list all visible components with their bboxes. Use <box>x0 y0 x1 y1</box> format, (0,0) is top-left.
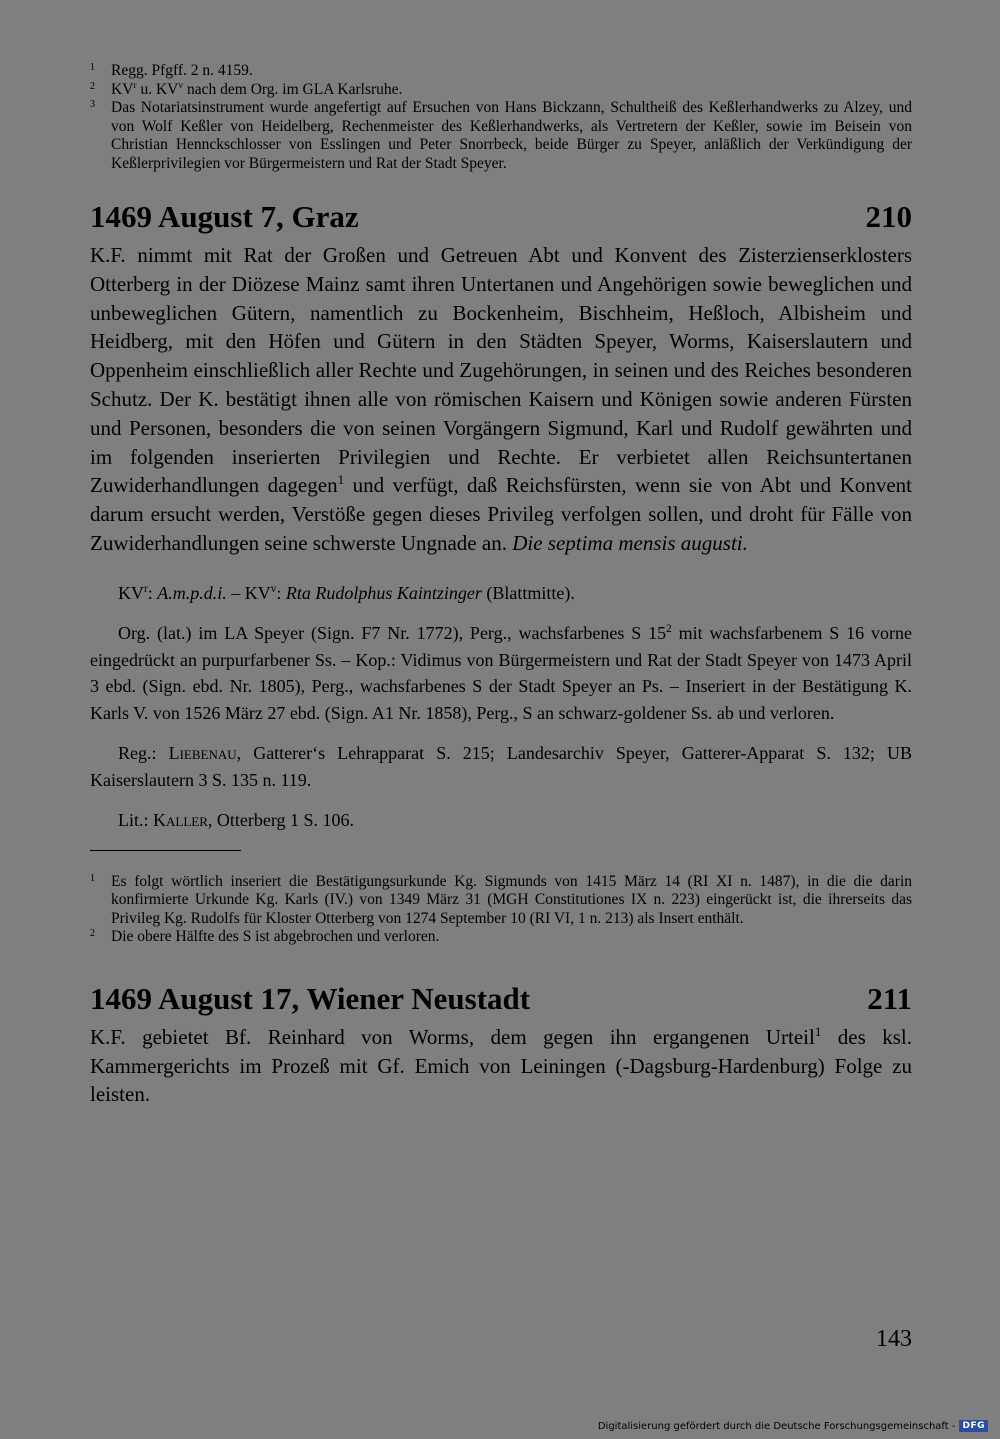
footnote-number: 1 <box>90 62 95 73</box>
footnote-number: 2 <box>90 80 95 92</box>
footnote-number: 2 <box>90 928 95 940</box>
footnote-text: Das Notariatsinstrument wurde angefertigt auf Ersuchen von Hans Bickzann, Schultheiß des Keßlerhandwerks zu Alzey, und von Wolf Keßler von Heidelberg, Rechenmeister des Keßlerhandwerks, als Vertretern der Keßler, sowie im Beisein von Christian Hennckschlosser von Esslingen und Peter Snorrbeck, beide Bürger zu Speyer, anläßlich der Verkündigung der Keßlerprivilegien vor Bürgermeistern und Rat der Stadt Speyer. <box>111 99 912 172</box>
entry-210-kv: $KV^r$: A.m.p.d.i. – $KV^v$: Rta Rudolphus Kaintzinger (Blattmitte). <box>118 582 575 603</box>
footnote <box>90 62 912 81</box>
page-number: 143 <box>876 1326 912 1352</box>
dfg-logo-icon: DFG <box>959 1420 988 1432</box>
footnote-divider <box>90 850 241 851</box>
footnote-ref: 1 <box>814 1023 822 1039</box>
entry-210-summary: K.F. nimmt mit Rat der Großen und Getreuen Abt und Konvent des Zisterzienserklosters Otterberg in der Diözese Mainz samt ihren Untertanen und Angehörigen sowie beweglichen und unbeweglichen Gütern, namentlich zu Bockenheim, Bischheim, Heßloch, Albisheim und Heidberg, mit den Höfen und Gütern in den Städten Speyer, Worms, Kaiserslautern und Oppenheim einschließlich aller Rechte und Zugehörungen, in seinen und des Reiches besonderen Schutz. Der K. bestätigt ihnen alle von römischen Kaisern und Königen sowie anderen Fürsten und Personen, besonders die von seinen Vorgängern Sigmund, Karl und Rudolf gewährten und im folgenden inserierten Privilegien und Rechte. Er verbietet allen Reichsuntertanen Zuwiderhandlungen dagegen$^1$ und verfügt, daß Reichsfürsten, wenn sie von Abt und Konvent darum ersucht werden, Verstöße gegen dieses Privileg verfolgen sollen, und droht für Fälle von Zuwiderhandlungen seine schwerste Ungnade an. Die septima mensis augusti. <box>90 243 912 555</box>
entry-number: 211 <box>867 980 912 1016</box>
entry-211-heading <box>90 981 912 1017</box>
footnote <box>90 99 912 173</box>
entry-211-summary: K.F. gebietet Bf. Reinhard von Worms, dem gegen ihn ergangenen Urteil$^1$ des ksl. Kammergerichts im Prozeß mit Gf. Emich von Leiningen (-Dagsburg-Hardenburg) Folge zu leisten. <box>90 1023 912 1107</box>
page-content <box>90 62 912 1109</box>
entry-210-regesta: Reg.: Liebenau, Gatterer‘s Lehrapparat S. 215; Landesarchiv Speyer, Gatterer-Apparat S. 132; UB Kaiserslautern 3 S. 135 n. 119. <box>90 743 912 790</box>
footnote-number: 1 <box>90 872 95 884</box>
footnote <box>90 873 912 929</box>
footnote-text: Es folgt wörtlich inseriert die Bestätigungsurkunde Kg. Sigmunds von 1415 März 14 (RI XI n. 1487), in die die darin konfirmierte Urkunde Kg. Karls (IV.) von 1349 März 31 (MGH Constitutiones IX n. 223) eingerückt ist, die ihrerseits das Privileg Kg. Rudolfs für Kloster Otterberg von 1274 September 10 (RI VI, 1 n. 213) als Insert enthält. <box>111 872 912 927</box>
footnote-number: 3 <box>90 99 95 110</box>
entry-number: 210 <box>865 199 912 234</box>
footnote <box>90 928 912 947</box>
entry-210-literature: Lit.: Kaller, Otterberg 1 S. 106. <box>118 810 355 831</box>
footnote-text: $KV^r$ u. $KV^v$ nach dem Org. im GLA Karlsruhe. <box>111 79 403 98</box>
footnote-text: Regg. Pfgff. 2 n. 4159. <box>111 62 253 79</box>
footnote-ref: 1 <box>337 472 345 488</box>
top-footnotes <box>90 62 912 173</box>
footnote <box>90 81 912 100</box>
footer-credit: Digitalisierung gefördert durch die Deutsche Forschungsgemeinschaft - <box>597 1420 956 1432</box>
entry-210-footnotes <box>90 873 912 947</box>
digitization-footer <box>598 1420 988 1432</box>
entry-date: 1469 August 7, Graz <box>90 199 359 234</box>
entry-210-original: Org. (lat.) im LA Speyer (Sign. F7 Nr. 1772), Perg., wachsfarbenes S $15^2$ mit wachsfarbenem S 16 vorne eingedrückt an purpurfarbener Ss. – Kop.: Vidimus von Bürgermeistern und Rat der Stadt Speyer von 1473 April 3 ebd. (Sign. ebd. Nr. 1805), Perg., wachsfarbenes S der Stadt Speyer an Ps. – Inseriert in der Bestätigung K. Karls V. von 1526 März 27 ebd. (Sign. A1 Nr. 1858), Perg., S an schwarz-goldener Ss. ab und verloren. <box>90 623 912 723</box>
footnote-text: Die obere Hälfte des S ist abgebrochen und verloren. <box>111 928 440 946</box>
entry-date: 1469 August 17, Wiener Neustadt <box>90 980 531 1016</box>
entry-210-heading <box>90 199 912 235</box>
